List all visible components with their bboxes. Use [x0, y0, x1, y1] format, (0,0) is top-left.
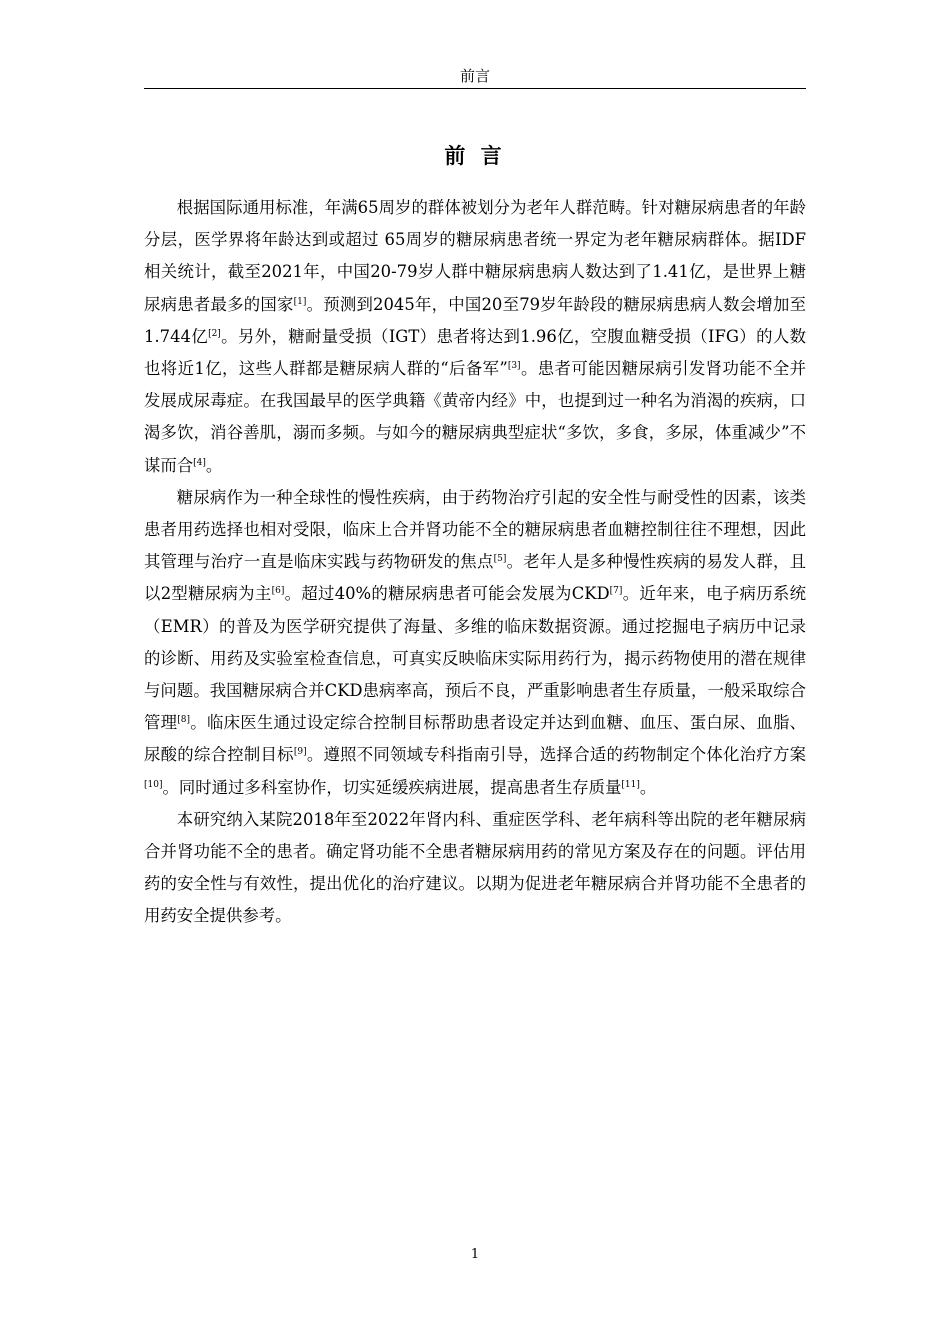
text-run: 。	[639, 777, 657, 797]
header-rule	[144, 88, 806, 89]
paragraph-3	[144, 804, 806, 933]
text-run: 。遵照不同领域专科指南引导，选择合适的药物制定个体化治疗方案	[306, 745, 806, 765]
page-title: 前 言	[444, 143, 506, 168]
paragraph-2	[144, 482, 806, 804]
citation-mark: [5]	[493, 554, 507, 565]
text-run: 。近年来，电子病历系统（EMR）的普及为医学研究提供了海量、多维的临床数据资源。通过挖掘电子病历中记录的诊断、用药及实验室检查信息，可真实反映临床实际用药行为，揭示药物使用的潜在规律与问题。我国糖尿病合并CKD患病率高，预后不良，严重影响患者生存质量，一般采取综合管理	[144, 584, 807, 733]
citation-mark: [6]	[271, 586, 285, 597]
text-run: 。预测到2045年，中国20至79岁年龄段的糖尿病患病人数会增加至1.744亿	[144, 294, 806, 346]
citation-mark: [8]	[177, 715, 191, 726]
citation-mark: [10]	[144, 779, 163, 790]
citation-mark: [2]	[208, 328, 221, 339]
text-run: 。	[205, 455, 223, 475]
citation-mark: [9]	[293, 747, 307, 758]
page-number: 1	[470, 1247, 480, 1262]
text-run: 。临床医生通过设定综合控制目标帮助患者设定并达到血糖、血压、蛋白尿、血脂、尿酸的综合控制目标	[144, 713, 806, 765]
paragraph-1	[144, 192, 806, 482]
text-run: 。超过40%的糖尿病患者可能会发展为CKD	[284, 584, 610, 604]
body-text	[144, 192, 806, 933]
text-run: 。患者可能因糖尿病引发肾功能不全并发展成尿毒症。在我国最早的医学典籍《黄帝内经》中，也提到过一种名为消渴的疾病，口渴多饮，消谷善肌，溺而多频。与如今的糖尿病典型症状“多饮，多食，多尿，体重减少”不谋而合	[144, 359, 807, 475]
citation-mark: [4]	[193, 457, 206, 468]
text-run: 。另外，糖耐量受损（IGT）患者将达到1.96亿，空腹血糖受损（IFG）的人数也将近1亿，这些人群都是糖尿病人群的“后备军”	[144, 326, 806, 379]
running-header: 前言	[459, 67, 490, 85]
text-run: 糖尿病作为一种全球性的慢性疾病，由于药物治疗引起的安全性与耐受性的因素，该类患者用药选择也相对受限，临床上合并肾功能不全的糖尿病患者血糖控制往往不理想，因此其管理与治疗一直是临床实践与药物研发的焦点	[144, 487, 806, 572]
citation-mark: [11]	[621, 779, 640, 790]
citation-mark: [1]	[293, 296, 307, 307]
citation-mark: [7]	[609, 586, 623, 597]
text-run: 本研究纳入某院2018年至2022年肾内科、重症医学科、老年病科等出院的老年糖尿病合并肾功能不全的患者。确定肾功能不全患者糖尿病用药的常见方案及存在的问题。评估用药的安全性与有效性，提出优化的治疗建议。以期为促进老年糖尿病合并肾功能不全患者的用药安全提供参考。	[144, 809, 806, 926]
citation-mark: [3]	[507, 361, 521, 372]
text-run: 。老年人是多种慢性疾病的易发人群，且以2型糖尿病为主	[144, 552, 807, 604]
text-run: 。同时通过多科室协作，切实延缓疾病进展，提高患者生存质量	[162, 777, 622, 797]
text-run: 根据国际通用标准，年满65周岁的群体被划分为老年人群范畴。针对糖尿病患者的年龄分层，医学界将年龄达到或超过 65周岁的糖尿病患者统一界定为老年糖尿病群体。据IDF相关统计，截至2021年，中国20-79岁人群中糖尿病患病人数达到了1.41亿，是世界上糖尿病患者最多的国家	[144, 198, 806, 314]
